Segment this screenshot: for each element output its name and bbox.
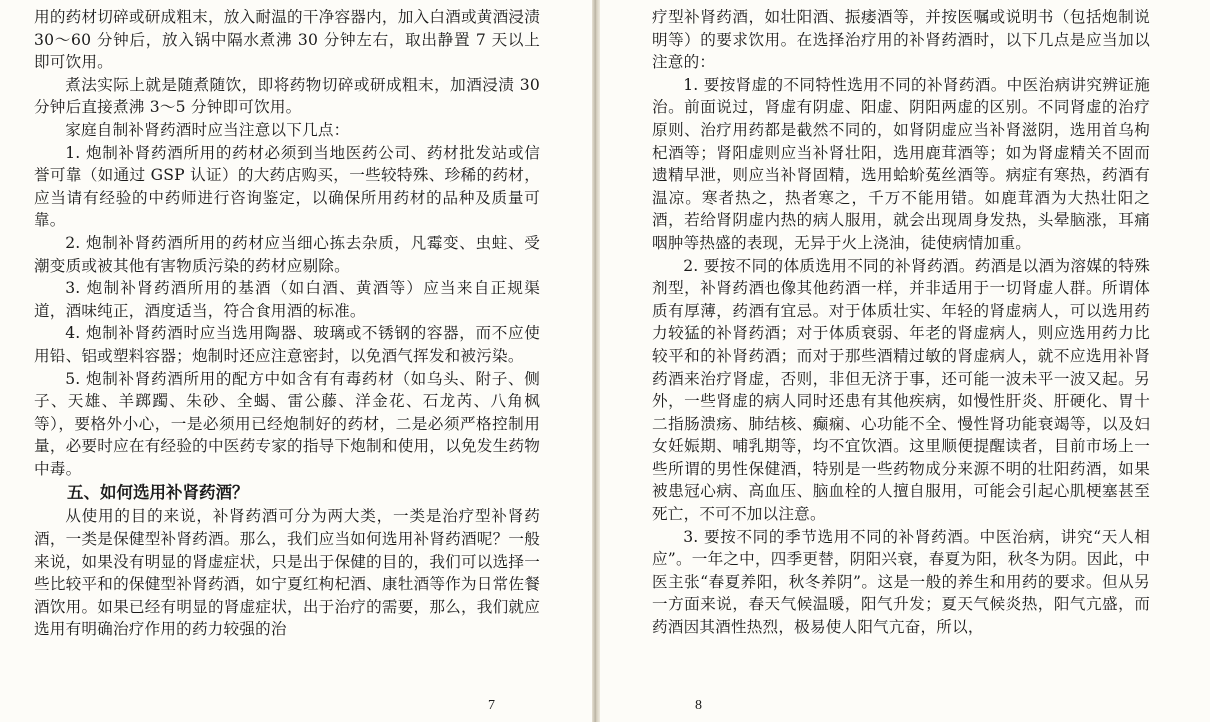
paragraph: 疗型补肾药酒，如壮阳酒、振痿酒等，并按医嘱或说明书（包括炮制说明等）的要求饮用。在选择治疗用的补肾药酒时，以下几点是应当加以注意的： [652, 8, 1150, 72]
right-page [600, 0, 1210, 722]
page-number: 7 [488, 698, 495, 713]
paragraph: 用的药材切碎或研成粗末，放入耐温的干净容器内，加入白酒或黄酒浸渍 30～60 分钟后，放入锅中隔水煮沸 30 分钟左右，取出静置 7 天以上即可饮用。 [34, 8, 540, 72]
list-item: 3. 炮制补肾药酒所用的基酒（如白酒、黄酒等）应当来自正规渠道，酒味纯正，酒度适当，符合食用酒的标准。 [34, 279, 540, 320]
list-item: 5. 炮制补肾药酒所用的配方中如含有有毒药材（如乌头、附子、侧子、天雄、羊踯躅、朱砂、全蝎、雷公藤、洋金花、石龙芮、八角枫等），要格外小心，一是必须用已经炮制好的药材，二是必须严格控制用量，必要时应在有经验的中医药专家的指导下炮制和使用，以免发生药物中毒。 [34, 369, 540, 478]
section-heading: 五、如何选用补肾药酒？ [67, 483, 249, 503]
list-item: 4. 炮制补肾药酒时应当选用陶器、玻璃或不锈钢的容器，而不应使用铅、铝或塑料容器；炮制时还应注意密封，以免酒气挥发和被污染。 [34, 324, 540, 365]
list-item: 2. 炮制补肾药酒所用的药材应当细心拣去杂质，凡霉变、虫蛀、受潮变质或被其他有害物质污染的药材应剔除。 [34, 233, 540, 275]
list-item: 1. 要按肾虚的不同特性选用不同的补肾药酒。中医治病讲究辨证施治。前面说过，肾虚有阴虚、阳虚、阴阳两虚的区别。不同肾虚的治疗原则、治疗用药都是截然不同的，如肾阴虚应当补肾滋阴，选用首乌枸杞酒等；肾阳虚则应当补肾壮阳，选用鹿茸酒等；如为肾虚精关不固而遗精早泄，则应当补肾固精，选用蛤蚧菟丝酒等。病症有寒热，药酒有温凉。寒者热之，热者寒之，千万不能用错。如鹿茸酒为大热壮阳之酒，若给肾阴虚内热的病人服用，就会出现周身发热，头晕脑涨，耳痛咽肿等热盛的表现，无异于火上浇油，徒使病情加重。 [652, 75, 1150, 252]
paragraph: 从使用的目的来说，补肾药酒可分为两大类，一类是治疗型补肾药酒，一类是保健型补肾药酒。那么，我们应当如何选用补肾药酒呢？一般来说，如果没有明显的肾虚症状，只是出于保健的目的，我们可以选择一些比较平和的保健型补肾药酒，如宁夏红枸杞酒、康牡酒等作为日常佐餐酒饮用。如果已经有明显的肾虚症状，出于治疗的需要，那么，我们就应选用有明确治疗作用的药力较强的治 [34, 507, 540, 639]
book-gutter [592, 0, 600, 722]
paragraph: 煮法实际上就是随煮随饮，即将药物切碎或研成粗末，加酒浸渍 30 分钟后直接煮沸 3～5 分钟即可饮用。 [34, 75, 540, 117]
list-item: 3. 要按不同的季节选用不同的补肾药酒。中医治病，讲究“天人相应”。一年之中，四季更替，阴阳兴衰，春夏为阳，秋冬为阴。因此，中医主张“春夏养阳，秋冬养阴”。这是一般的养生和用药的要求。但从另一方面来说，春天气候温暖，阳气升发；夏天气候炎热，阳气亢盛，而药酒因其酒性热烈，极易使人阳气亢奋，所以， [652, 527, 1150, 637]
left-page [0, 0, 592, 722]
list-item: 1. 炮制补肾药酒所用的药材必须到当地医药公司、药材批发站或信誉可靠（如通过 GSP 认证）的大药店购买，一些较特殊、珍稀的药材，应当请有经验的中药师进行咨询鉴定，以确保所用药材的品种及质量可靠。 [34, 143, 540, 230]
paragraph: 家庭自制补肾药酒时应当注意以下几点： [65, 120, 350, 139]
list-item: 2. 要按不同的体质选用不同的补肾药酒。药酒是以酒为溶媒的特殊剂型，补肾药酒也像其他药酒一样，并非适用于一切肾虚人群。所谓体质有厚薄，药酒有宜忌。对于体质壮实、年轻的肾虚病人，可以选用药力较猛的补肾药酒；对于体质衰弱、年老的肾虚病人，则应选用药力比较平和的补肾药酒；而对于那些酒精过敏的肾虚病人，就不应选用补肾药酒来治疗肾虚，否则，非但无济于事，还可能一波未平一波又起。另外，一些肾虚的病人同时还患有其他疾病，如慢性肝炎、肝硬化、胃十二指肠溃疡、肺结核、癫痫、心功能不全、慢性肾功能衰竭等，以及妇女妊娠期、哺乳期等，均不宜饮酒。这里顺便提醒读者，目前市场上一些所谓的男性保健酒，特别是一些药物成分来源不明的壮阳药酒，如果被患冠心病、高血压、脑血栓的人擅自服用，可能会引起心肌梗塞甚至死亡，不可不加以注意。 [652, 256, 1150, 524]
page-number: 8 [695, 698, 702, 713]
